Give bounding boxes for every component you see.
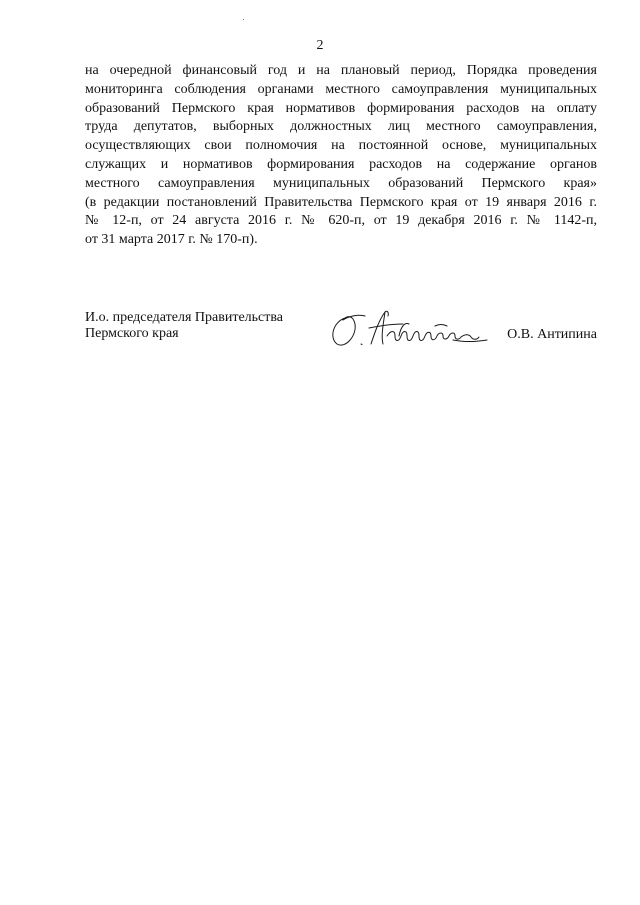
signatory-title [85, 310, 283, 342]
body-line: от 31 марта 2017 г. № 170-п). [85, 232, 258, 248]
body-line: труда депутатов, выборных должностных лиц местного самоуправления, [85, 119, 597, 135]
body-line: служащих и нормативов формирования расходов на содержание органов [85, 156, 597, 172]
body-line: № 12-п, от 24 августа 2016 г. № 620-п, от 19 декабря 2016 г. № 1142-п, [85, 213, 597, 229]
page-number: 2 [316, 38, 324, 53]
signatory-title-line: И.о. председателя Правительства [85, 310, 284, 325]
body-line: на очередной финансовый год и на плановый период, Порядка проведения [85, 63, 597, 78]
body-line: мониторинга соблюдения органами местного самоуправления муниципальных [85, 81, 597, 97]
body-line: осуществляющих свои полномочия на постоянной основе, муниципальных [85, 138, 597, 154]
signature-block [85, 306, 597, 356]
body-line: образований Пермского края нормативов формирования расходов на оплату [85, 100, 597, 116]
signatory-name: О.В. Антипина [507, 327, 597, 342]
handwritten-signature [325, 306, 495, 352]
body-line: (в редакции постановлений Правительства Пермского края от 19 января 2016 г. [85, 194, 597, 210]
scan-speck [243, 19, 244, 20]
body-line: местного самоуправления муниципальных образований Пермского края» [85, 175, 597, 191]
body-paragraph [85, 62, 597, 250]
signatory-title-line: Пермского края [85, 326, 179, 341]
